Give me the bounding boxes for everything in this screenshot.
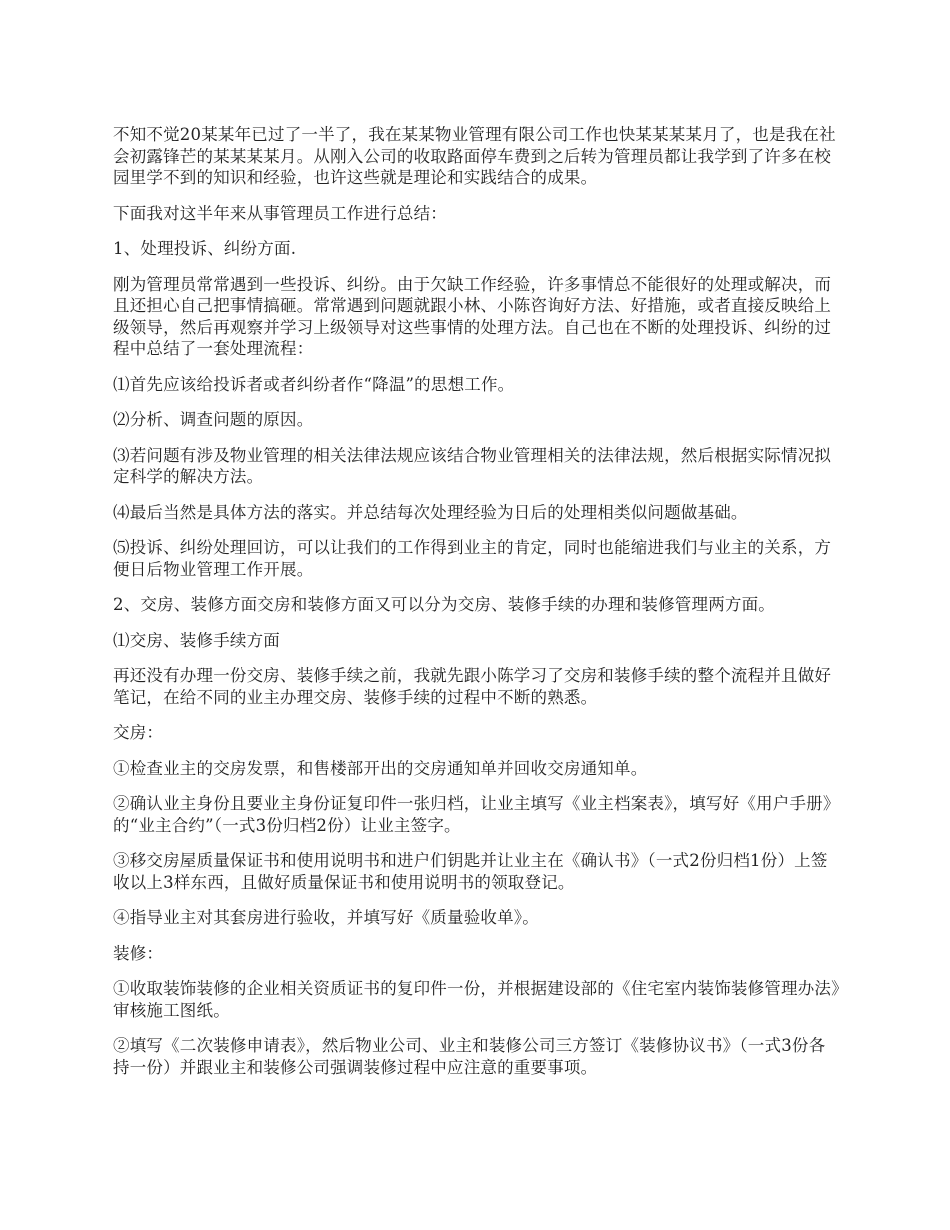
subheading-procedures: ⑴交房、装修手续方面 [113,630,280,650]
list-item-handover-4: ④指导业主对其套房进行验收，并填写好《质量验收单》。 [113,908,539,927]
paragraph-summary-lead: 下面我对这半年来从事管理员工作进行总结： [113,203,447,223]
list-item-handover-3: ③移交房屋质量保证书和使用说明书和进户们钥匙并让业主在《确认书》（一式2份归档1份）上签收以上3样东西，且做好质量保证书和使用说明书的领取登记。 [113,851,828,892]
list-item-handover-2: ②确认业主身份且要业主身份证复印件一张归档，让业主填写《业主档案表》，填写好《用户手册》的“业主合约”（一式3份归档2份）让业主签字。 [113,794,840,835]
paragraph-complaints: 刚为管理员常常遇到一些投诉、纠纷。由于欠缺工作经验，许多事情总不能很好的处理或解决，而且还担心自己把事情搞砸。常常遇到问题就跟小林、小陈咨询好方法、好措施，或者直接反映给上级领导，然后再观察并学习上级领导对这些事情的处理方法。自己也在不断的处理投诉、纠纷的过程中总结了一套处理流程： [113,274,832,358]
paragraph-intro: 不知不觉20某某年已过了一半了，我在某某物业管理有限公司工作也快某某某某月了，也是我在社会初露锋芒的某某某某月。从刚入公司的收取路面停车费到之后转为管理员都让我学到了许多在校园里学不到的知识和经验，也许这些就是理论和实践结合的成果。 [113,125,836,187]
heading-handover-renovation: 2、交房、装修方面交房和装修方面又可以分为交房、装修手续的办理和装修管理两方面。 [113,595,775,614]
label-handover: 交房： [113,723,164,742]
list-item-handover-1: ①检查业主的交房发票，和售楼部开出的交房通知单并回收交房通知单。 [113,758,648,778]
heading-complaints: 1、处理投诉、纠纷方面. [113,239,297,258]
list-item-step-5: ⑸投诉、纠纷处理回访，可以让我们的工作得到业主的肯定，同时也能缩进我们与业主的关系，方便日后物业管理工作开展。 [113,538,832,579]
list-item-step-1: ⑴首先应该给投诉者或者纠纷者作“降温”的思想工作。 [113,374,515,394]
label-renovation: 装修： [113,943,164,963]
list-item-renovation-2: ②填写《二次装修申请表》，然后物业公司、业主和装修公司三方签订《装修协议书》（一式3份各持一份）并跟业主和装修公司强调装修过程中应注意的重要事项。 [113,1036,826,1077]
list-item-step-4: ⑷最后当然是具体方法的落实。并总结每次处理经验为日后的处理相类似问题做基础。 [113,502,748,522]
paragraph-procedures: 再还没有办理一份交房、装修手续之前，我就先跟小陈学习了交房和装修手续的整个流程并且做好笔记，在给不同的业主办理交房、装修手续的过程中不断的熟悉。 [113,666,832,707]
list-item-renovation-1: ①收取装饰装修的企业相关资质证书的复印件一份，并根据建设部的《住宅室内装饰装修管理办法》审核施工图纸。 [113,979,840,1020]
document-body [113,124,841,1092]
list-item-step-3: ⑶若问题有涉及物业管理的相关法律法规应该结合物业管理相关的法律法规，然后根据实际情况拟定科学的解决方法。 [113,445,832,486]
list-item-step-2: ⑵分析、调查问题的原因。 [113,410,314,429]
